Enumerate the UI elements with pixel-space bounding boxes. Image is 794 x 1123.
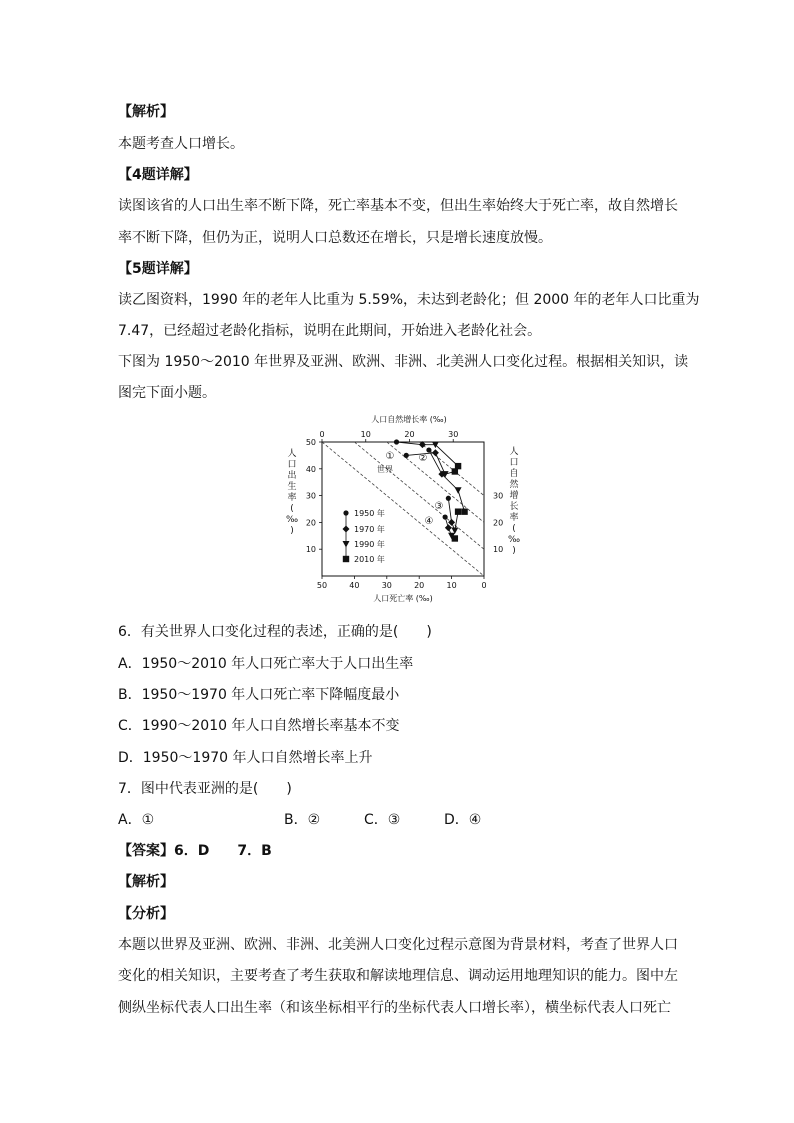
top-tick-label: 0: [319, 430, 325, 439]
right-tick-label: 10: [493, 545, 504, 555]
answer-line: 【答案】6．D 7．B: [118, 843, 272, 859]
right-axis-label-char: 增: [509, 491, 519, 501]
q7-option-c: C．③: [364, 812, 401, 828]
right-axis-label-char: 口: [509, 458, 519, 468]
analysis-text-1: 本题以世界及亚洲、欧洲、非洲、北美洲人口变化过程示意图为背景材料，考查了世界人口: [118, 937, 678, 953]
lead-text-1: 下图为 1950～2010 年世界及亚洲、欧洲、非洲、北美洲人口变化过程。根据相关知识，读: [118, 354, 689, 370]
legend-label: 1970 年: [354, 525, 385, 534]
data-point: [455, 487, 462, 494]
q5-text-1: 读乙图资料，1990 年的老年人比重为 5.59%，未达到老龄化；但 2000 年的老年人口比重为: [118, 292, 700, 308]
top-tick-label: 10: [360, 430, 371, 439]
bottom-tick-label: 30: [381, 581, 392, 590]
q6-option-a: A．1950～2010 年人口死亡率大于人口出生率: [118, 656, 414, 672]
lead-text-2: 图完下面小题。: [118, 385, 216, 401]
data-point: [452, 535, 458, 541]
q6-option-c: C．1990～2010 年人口自然增长率基本不变: [118, 718, 400, 734]
left-axis-label-char: ‰: [285, 515, 299, 525]
legend-marker: [343, 541, 350, 548]
left-axis-label-char: 生: [287, 482, 297, 492]
right-tick-label: 20: [493, 518, 504, 528]
analysis-text-3: 侧纵坐标代表人口出生率（和该坐标相平行的坐标代表人口增长率），横坐标代表人口死亡: [118, 1000, 671, 1016]
q6-option-b: B．1950～1970 年人口死亡率下降幅度最小: [118, 687, 400, 703]
right-axis-label-char: ): [512, 546, 516, 556]
right-axis-label-char: ‰: [507, 535, 521, 545]
bottom-axis-label: 人口死亡率 (‰): [373, 594, 433, 603]
q7-option-b: B．②: [284, 812, 321, 828]
bottom-tick-label: 40: [349, 581, 360, 590]
q5-text-2: 7.47，已经超过老龄化指标，说明在此期间，开始进入老龄化社会。: [118, 323, 542, 339]
heading-fenxi: 【分析】: [118, 906, 174, 922]
legend-marker: [343, 526, 350, 533]
legend-marker: [343, 510, 348, 515]
region-label: ②: [418, 453, 428, 464]
left-axis-label-char: 出: [287, 471, 297, 481]
analysis-text-2: 变化的相关知识，主要考查了考生获取和解读地理信息、调动运用地理知识的能力。图中左: [118, 968, 678, 984]
region-label: ④: [424, 516, 434, 527]
data-point: [432, 449, 439, 456]
legend-marker: [343, 556, 349, 562]
data-point: [446, 496, 451, 501]
legend-label: 1950 年: [354, 509, 385, 518]
q4-text-1: 读图该省的人口出生率不断下降，死亡率基本不变，但出生率始终大于死亡率，故自然增长: [118, 198, 678, 214]
top-axis-label: 人口自然增长率 (‰): [371, 415, 447, 424]
right-axis-label-char: (: [512, 524, 516, 534]
legend-label: 2010 年: [354, 555, 385, 564]
heading-q5: 【5题详解】: [118, 261, 198, 277]
left-axis-label-char: 口: [287, 460, 297, 470]
heading-jiexi: 【解析】: [118, 104, 174, 120]
bottom-tick-label: 20: [414, 581, 425, 590]
heading-q4: 【4题详解】: [118, 167, 198, 183]
q6-option-d: D．1950～1970 年人口自然增长率上升: [118, 750, 373, 766]
region-label: 世界: [377, 465, 393, 474]
left-tick-label: 10: [305, 545, 316, 555]
left-tick-label: 50: [305, 438, 316, 447]
q4-text-2: 率不断下降，但仍为正，说明人口总数还在增长，只是增长速度放慢。: [118, 230, 552, 246]
data-point: [426, 447, 431, 452]
region-label: ③: [434, 501, 444, 512]
right-axis-label-char: 自: [509, 469, 519, 479]
data-point: [394, 439, 399, 444]
right-tick-label: 30: [493, 491, 504, 501]
top-tick-label: 20: [404, 430, 415, 439]
data-point: [461, 508, 467, 514]
left-axis-label-char: 人: [287, 449, 297, 459]
top-tick-label: 30: [448, 430, 459, 439]
data-point: [443, 514, 448, 519]
left-axis-label-char: 率: [287, 493, 297, 503]
right-axis-label-char: 长: [509, 502, 519, 512]
data-point: [404, 453, 409, 458]
data-point: [452, 468, 458, 474]
question-6: 6．有关世界人口变化过程的表述，正确的是( ): [118, 624, 432, 640]
bottom-tick-label: 10: [446, 581, 457, 590]
bottom-tick-label: 50: [316, 581, 328, 590]
q7-option-a: A．①: [118, 812, 155, 828]
legend-label: 1990 年: [354, 540, 385, 549]
question-7: 7．图中代表亚洲的是( ): [118, 781, 292, 797]
q7-option-d: D．④: [444, 812, 482, 828]
right-axis-label-char: 人: [509, 447, 519, 457]
left-tick-label: 20: [305, 518, 316, 528]
left-tick-label: 40: [305, 464, 316, 474]
right-axis-label-char: 率: [509, 513, 519, 523]
left-tick-label: 30: [305, 491, 316, 501]
left-axis-label-char: (: [290, 504, 294, 514]
left-axis-label-char: ): [290, 526, 294, 536]
region-label: ①: [385, 451, 395, 462]
bottom-tick-label: 0: [481, 581, 487, 590]
data-point: [455, 508, 461, 514]
right-axis-label-char: 然: [509, 480, 519, 490]
intro-text: 本题考查人口增长。: [118, 136, 244, 152]
heading-jiexi-2: 【解析】: [118, 874, 174, 890]
population-chart: [282, 412, 522, 608]
data-point: [445, 524, 452, 531]
